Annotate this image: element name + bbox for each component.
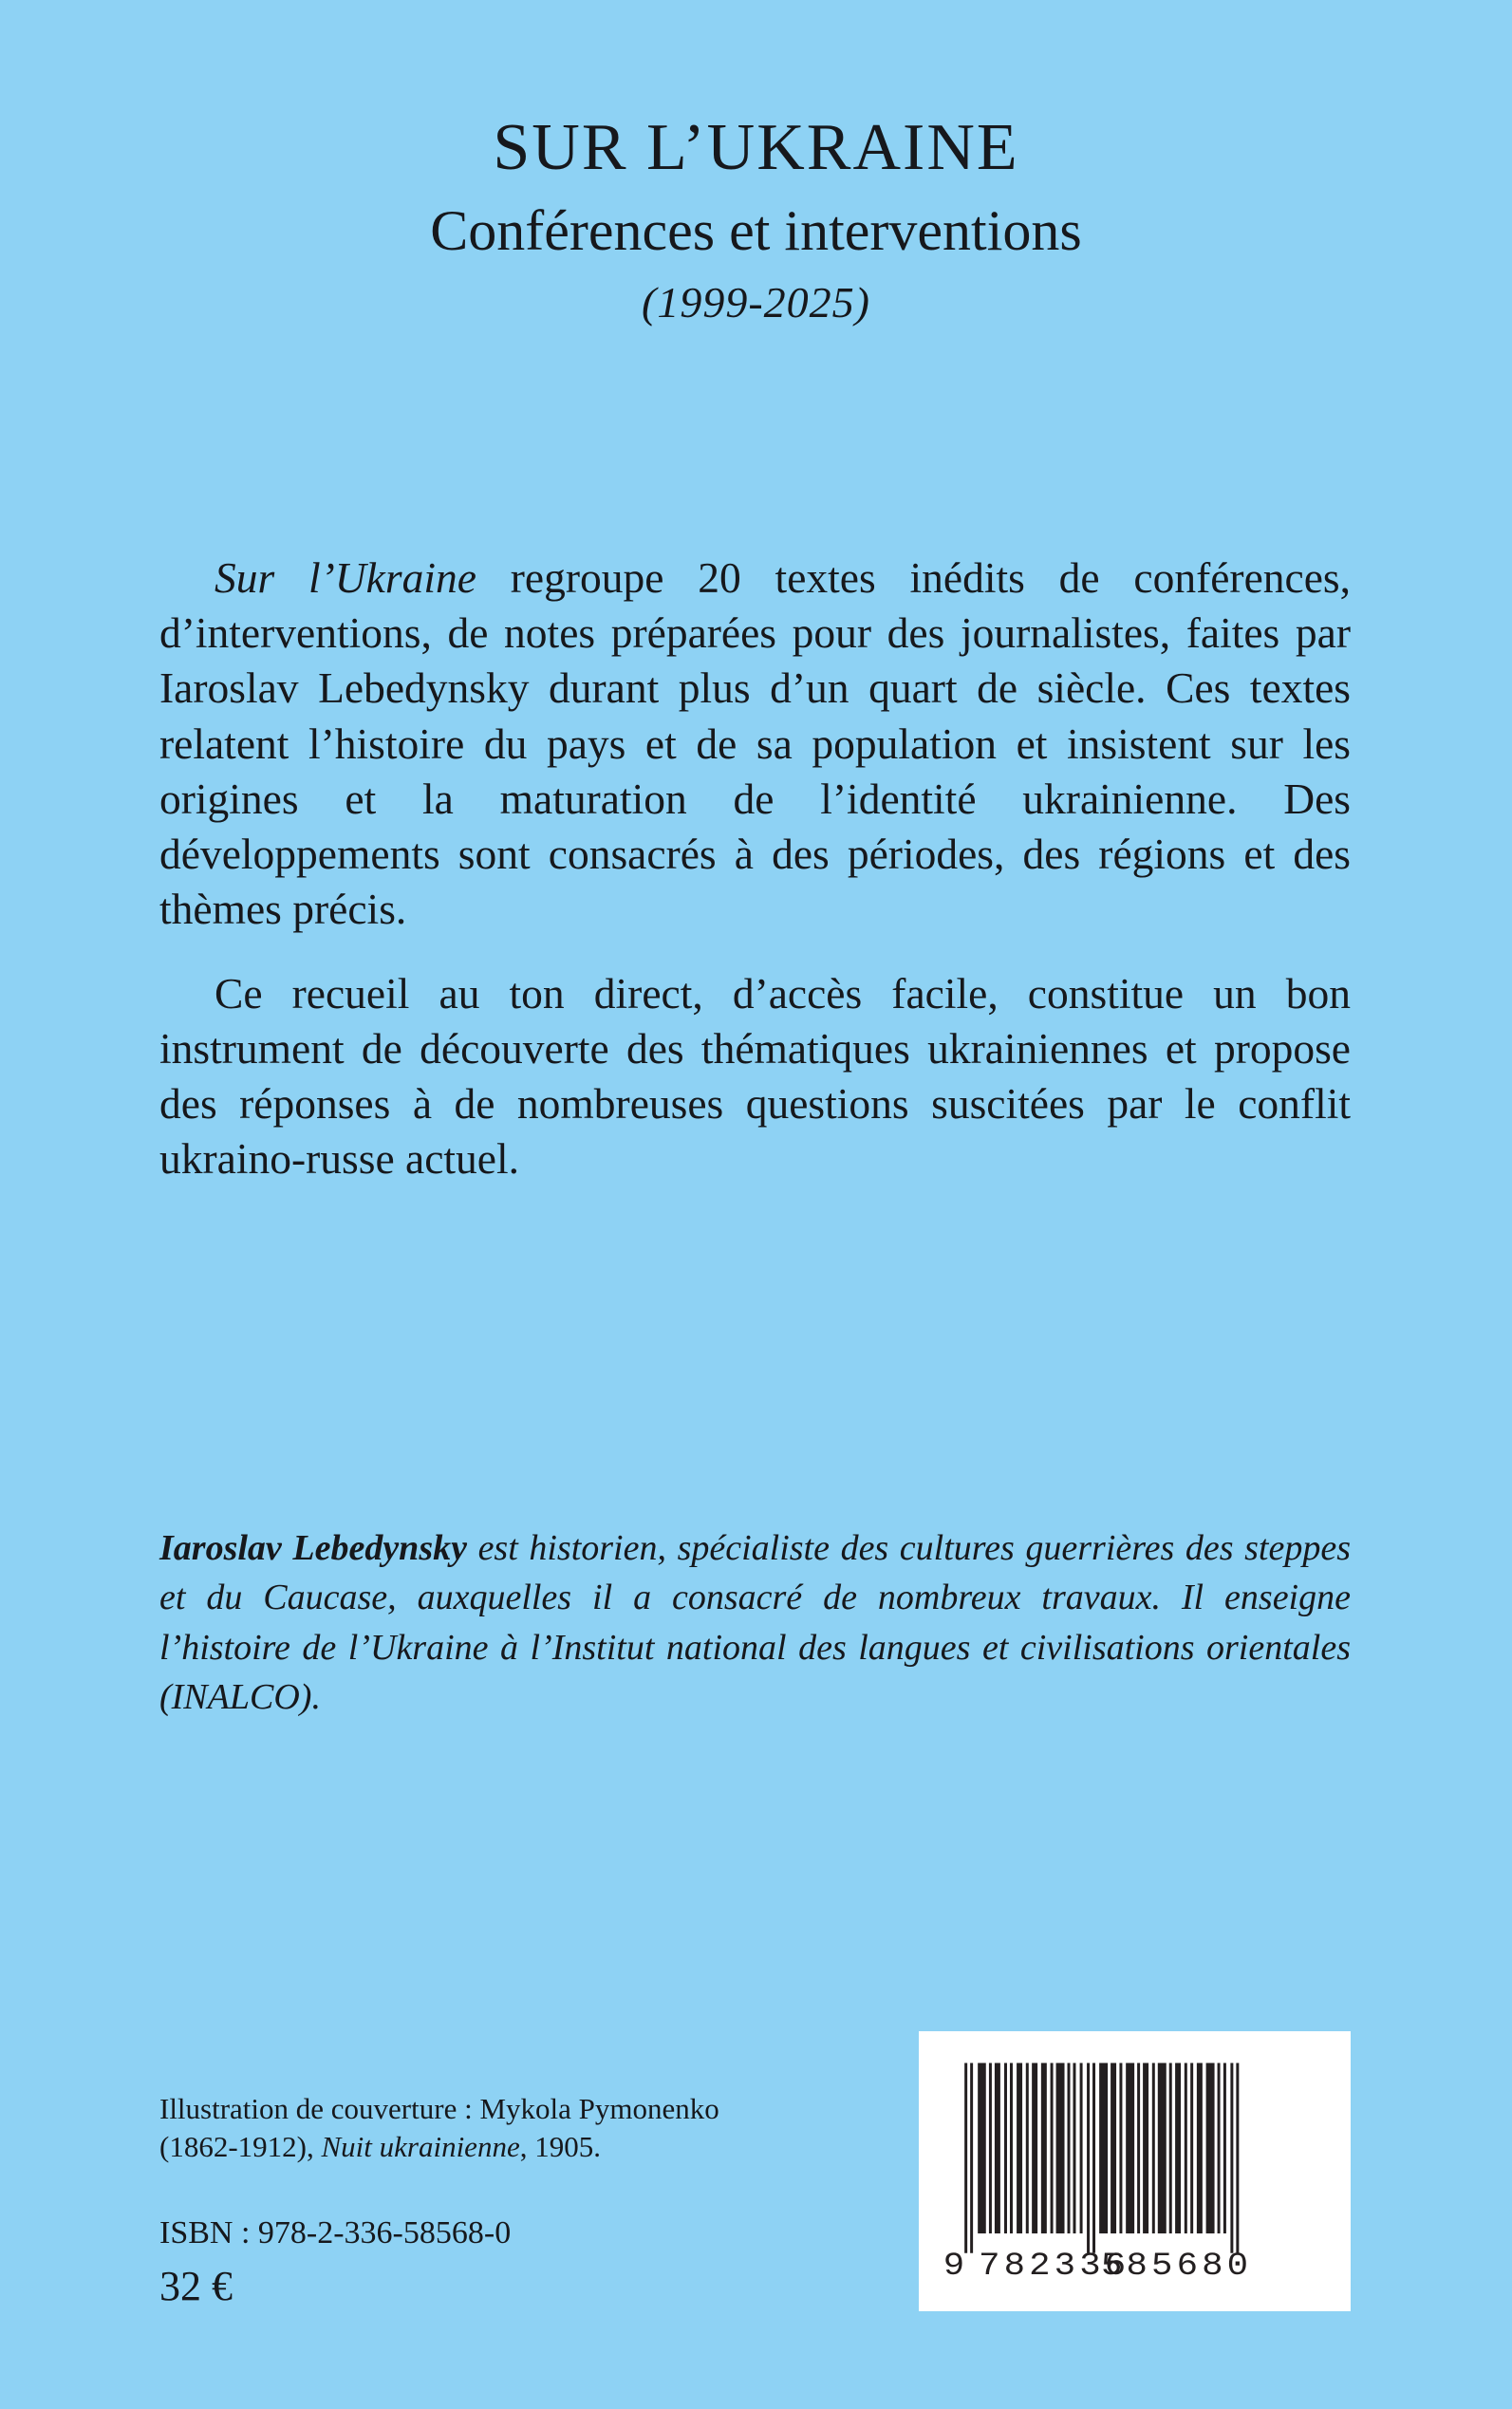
cover-credit-line-2 (159, 2128, 824, 2166)
author-name: Iaroslav Lebedynsky (159, 1528, 467, 1568)
barcode-digits (943, 2247, 1252, 2284)
subtitle: Conférences et interventions (430, 198, 1082, 262)
blurb-paragraph-1-rest: regroupe 20 textes inédits de conférences, d’interventions, de notes préparées pour des journalistes, faites par Iaroslav Lebedynsky durant plus d’un quart de siècle. Ces textes relatent l’histoire du pays et de sa population et insistent sur les origines et la maturation de l’identité ukrainienne. Des développements sont consacrés à des périodes, des régions et des thèmes précis. (159, 553, 1351, 934)
blurb-text (159, 551, 1351, 1187)
barcode-digits-left: 782336 (979, 2247, 1130, 2285)
blurb-book-title-italic: Sur l’Ukraine (215, 553, 476, 602)
artwork-title-italic: Nuit ukrainienne (321, 2130, 520, 2164)
cover-credit-year: , 1905. (519, 2130, 601, 2164)
author-bio-text: est historien, spécialiste des cultures guerrières des steppes et du Caucase, auxquelles il a consacré de nombreux travaux. Il enseigne l’histoire de l’Ukraine à l’Institut national des langues et civilisations orientales (INALCO). (159, 1528, 1351, 1718)
barcode-bars (964, 2063, 1239, 2252)
barcode-digit-leading: 9 (943, 2247, 965, 2285)
blurb-paragraph-1 (159, 551, 1351, 938)
barcode (919, 2031, 1351, 2311)
title-block (0, 112, 1512, 327)
barcode-image (940, 2060, 1330, 2306)
blurb-paragraph-2: Ce recueil au ton direct, d’accès facile, constitue un bon instrument de découverte des thématiques ukrainiennes et propose des réponses à de nombreuses questions suscitées par le conflit ukraino-russe actuel. (159, 968, 1351, 1184)
footer (159, 2031, 1351, 2335)
barcode-digits-right: 585680 (1101, 2247, 1253, 2285)
isbn: ISBN : 978-2-336-58568-0 (159, 2215, 512, 2250)
author-bio-paragraph (159, 1523, 1351, 1723)
cover-illustration-credit (159, 2090, 824, 2167)
cover-credit-years: (1862-1912), (159, 2130, 322, 2164)
cover-credit-line-1: Illustration de couverture : Mykola Pymonenko (159, 2092, 719, 2125)
date-range: (1999-2025) (642, 278, 870, 327)
author-bio (159, 1523, 1351, 1723)
price: 32 € (159, 2263, 233, 2309)
page-title: SUR L’UKRAINE (493, 111, 1019, 184)
